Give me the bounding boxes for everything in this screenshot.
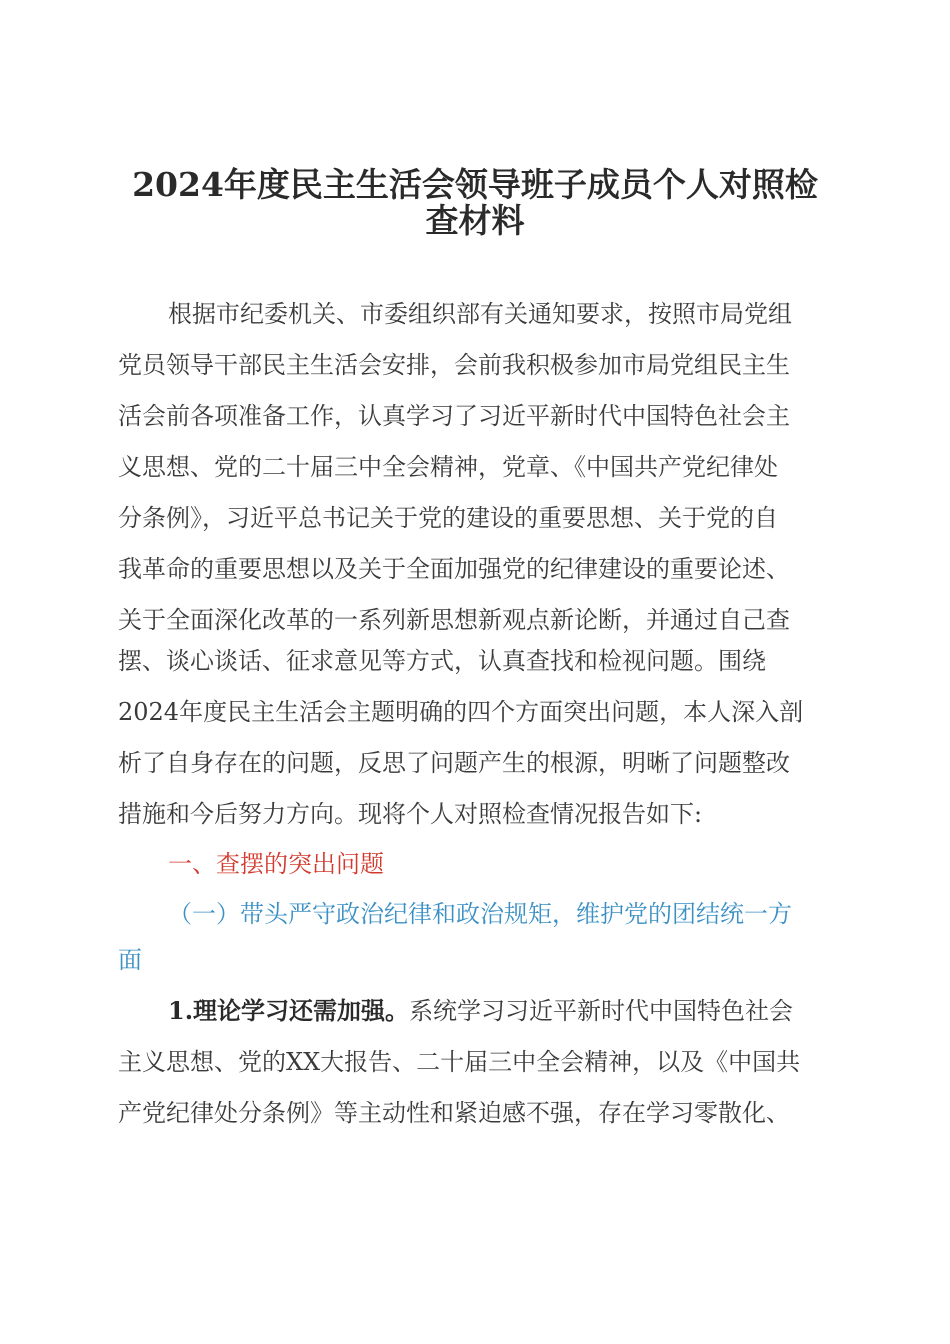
point-1-line-1 <box>168 992 818 1030</box>
intro-line-2: 党员领导干部民主生活会安排，会前我积极参加市局党组民主生 <box>118 351 790 379</box>
subsection-heading-line-2: 面 <box>118 946 142 974</box>
intro-line-1: 根据市纪委机关、市委组织部有关通知要求，按照市局党组 <box>168 300 792 328</box>
section-heading: 一、查摆的突出问题 <box>168 850 384 878</box>
intro-line-10: 析了自身存在的问题，反思了问题产生的根源，明晰了问题整改 <box>118 749 790 777</box>
point-1-line-2: 主义思想、党的XX大报告、二十届三中全会精神，以及《中国共 <box>118 1048 801 1076</box>
intro-line-3: 活会前各项准备工作，认真学习了习近平新时代中国特色社会主 <box>118 402 790 430</box>
point-1-line-1-rest: 系统学习习近平新时代中国特色社会 <box>409 997 794 1025</box>
document-title-line-1: 2024年度民主生活会领导班子成员个人对照检 <box>132 165 818 204</box>
intro-line-8: 摆、谈心谈话、征求意见等方式，认真查找和检视问题。围绕 <box>118 647 766 675</box>
intro-line-4: 义思想、党的二十届三中全会精神，党章、《中国共产党纪律处 <box>118 453 778 481</box>
intro-line-9: 2024年度民主生活会主题明确的四个方面突出问题，本人深入剖 <box>118 698 804 726</box>
document-title-line-2: 查材料 <box>425 201 525 240</box>
point-1-lead: 1.理论学习还需加强。 <box>168 996 410 1025</box>
point-1-line-3: 产党纪律处分条例》等主动性和紧迫感不强，存在学习零散化、 <box>118 1099 790 1127</box>
intro-line-6: 我革命的重要思想以及关于全面加强党的纪律建设的重要论述、 <box>118 555 790 583</box>
subsection-heading-line-1: （一）带头严守政治纪律和政治规矩，维护党的团结统一方 <box>168 900 792 928</box>
intro-line-11: 措施和今后努力方向。现将个人对照检查情况报告如下: <box>118 800 703 828</box>
intro-line-5: 分条例》，习近平总书记关于党的建设的重要思想、关于党的自 <box>118 504 778 532</box>
intro-line-7: 关于全面深化改革的一系列新思想新观点新论断，并通过自己查 <box>118 606 790 634</box>
